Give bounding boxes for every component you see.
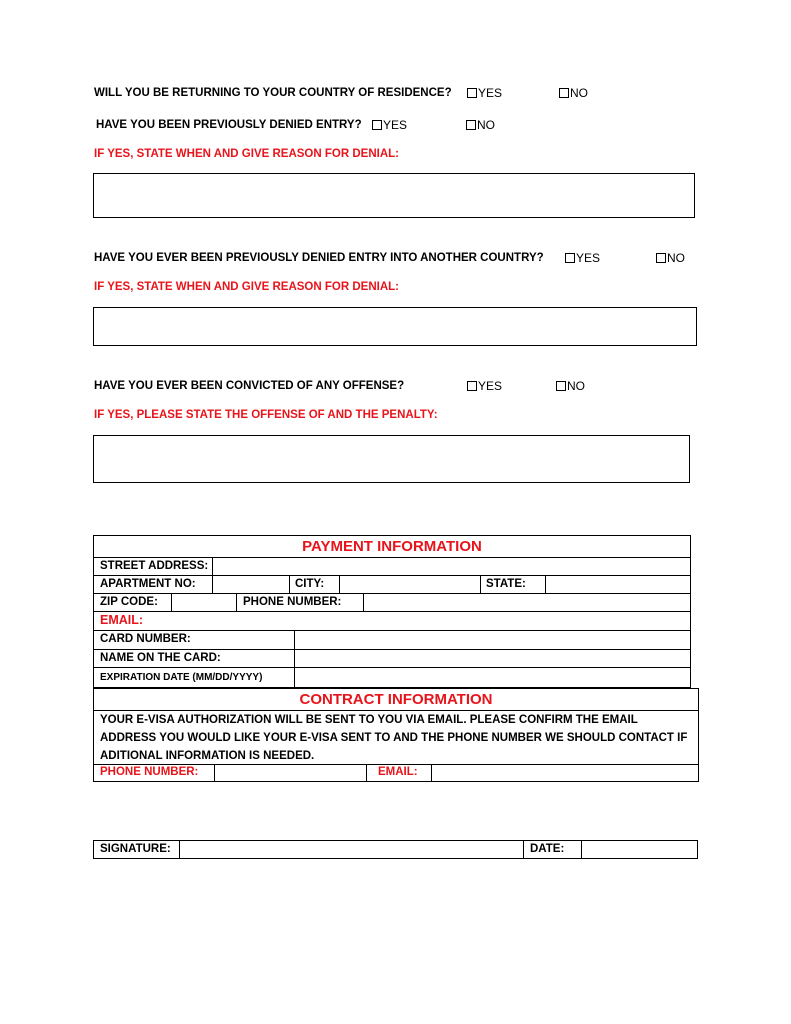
q4-yes-option[interactable]	[467, 379, 502, 393]
q1-no-checkbox[interactable]	[559, 88, 569, 98]
phone-number-label: PHONE NUMBER:	[243, 596, 342, 608]
q4-offense-note: IF YES, PLEASE STATE THE OFFENSE OF AND THE PENALTY:	[94, 409, 438, 421]
city-label: CITY:	[295, 578, 325, 590]
name-on-card-field[interactable]	[295, 650, 690, 667]
q3-yes-label: YES	[576, 251, 601, 265]
contract-description: YOUR E-VISA AUTHORIZATION WILL BE SENT TO YOU VIA EMAIL. PLEASE CONFIRM THE EMAIL ADDRESS YOU WOULD LIKE YOUR E-VISA SENT TO AND THE PHONE NUMBER WE SHOULD CONTACT IF ADITIONAL INFORMATION IS NEEDED.	[100, 714, 688, 762]
expiration-date-label: EXPIRATION DATE (MM/DD/YYYY)	[100, 672, 263, 683]
signature-field[interactable]	[180, 841, 523, 858]
q2-no-checkbox[interactable]	[466, 120, 476, 130]
apartment-no-field[interactable]	[213, 576, 289, 593]
q1-no-option[interactable]	[559, 86, 588, 100]
street-address-field[interactable]	[213, 558, 690, 575]
q3-no-label: NO	[667, 251, 685, 265]
q1-yes-checkbox[interactable]	[467, 88, 477, 98]
q3-no-checkbox[interactable]	[656, 253, 666, 263]
q3-yes-checkbox[interactable]	[565, 253, 575, 263]
q2-denial-reason-field[interactable]	[93, 173, 695, 218]
q2-yes-checkbox[interactable]	[372, 120, 382, 130]
question-returning-home: WILL YOU BE RETURNING TO YOUR COUNTRY OF RESIDENCE?	[94, 87, 452, 99]
city-field[interactable]	[340, 576, 480, 593]
q4-no-checkbox[interactable]	[556, 381, 566, 391]
zip-code-field[interactable]	[172, 594, 236, 611]
contract-phone-number-label: PHONE NUMBER:	[100, 766, 199, 778]
q4-no-label: NO	[567, 379, 585, 393]
q3-no-option[interactable]	[656, 251, 685, 265]
q2-yes-label: YES	[383, 118, 408, 132]
card-number-label: CARD NUMBER:	[100, 633, 191, 645]
state-label: STATE:	[486, 578, 526, 590]
email-field[interactable]	[160, 612, 690, 630]
q3-denial-note: IF YES, STATE WHEN AND GIVE REASON FOR DENIAL:	[94, 281, 399, 293]
signature-label: SIGNATURE:	[100, 843, 171, 855]
state-field[interactable]	[546, 576, 690, 593]
q4-no-option[interactable]	[556, 379, 585, 393]
q3-denial-reason-field[interactable]	[93, 307, 697, 346]
card-number-field[interactable]	[295, 631, 690, 649]
q2-denial-note: IF YES, STATE WHEN AND GIVE REASON FOR DENIAL:	[94, 148, 399, 160]
q1-yes-option[interactable]	[467, 86, 502, 100]
name-on-card-label: NAME ON THE CARD:	[100, 652, 221, 664]
q1-yes-label: YES	[478, 86, 503, 100]
q4-yes-label: YES	[478, 379, 503, 393]
q4-offense-field[interactable]	[93, 435, 690, 483]
date-field[interactable]	[582, 841, 697, 858]
expiration-date-field[interactable]	[295, 668, 690, 687]
payment-title: PAYMENT INFORMATION	[302, 538, 482, 555]
contract-email-field[interactable]	[432, 765, 698, 781]
zip-code-label: ZIP CODE:	[100, 596, 158, 608]
question-denied-entry: HAVE YOU BEEN PREVIOUSLY DENIED ENTRY?	[96, 119, 362, 131]
q2-yes-option[interactable]	[372, 118, 407, 132]
date-label: DATE:	[530, 843, 565, 855]
q1-no-label: NO	[570, 86, 588, 100]
q3-yes-option[interactable]	[565, 251, 600, 265]
contract-title: CONTRACT INFORMATION	[299, 691, 493, 708]
q2-no-label: NO	[477, 118, 495, 132]
contract-phone-number-field[interactable]	[215, 765, 366, 781]
question-convicted: HAVE YOU EVER BEEN CONVICTED OF ANY OFFENSE?	[94, 380, 405, 392]
q2-no-option[interactable]	[466, 118, 495, 132]
contract-email-label: EMAIL:	[378, 766, 418, 778]
q4-yes-checkbox[interactable]	[467, 381, 477, 391]
phone-number-field[interactable]	[364, 594, 690, 611]
apartment-no-label: APARTMENT NO:	[100, 578, 196, 590]
email-label: EMAIL:	[100, 613, 144, 627]
street-address-label: STREET ADDRESS:	[100, 560, 209, 572]
question-denied-other-country: HAVE YOU EVER BEEN PREVIOUSLY DENIED ENTRY INTO ANOTHER COUNTRY?	[94, 252, 544, 264]
